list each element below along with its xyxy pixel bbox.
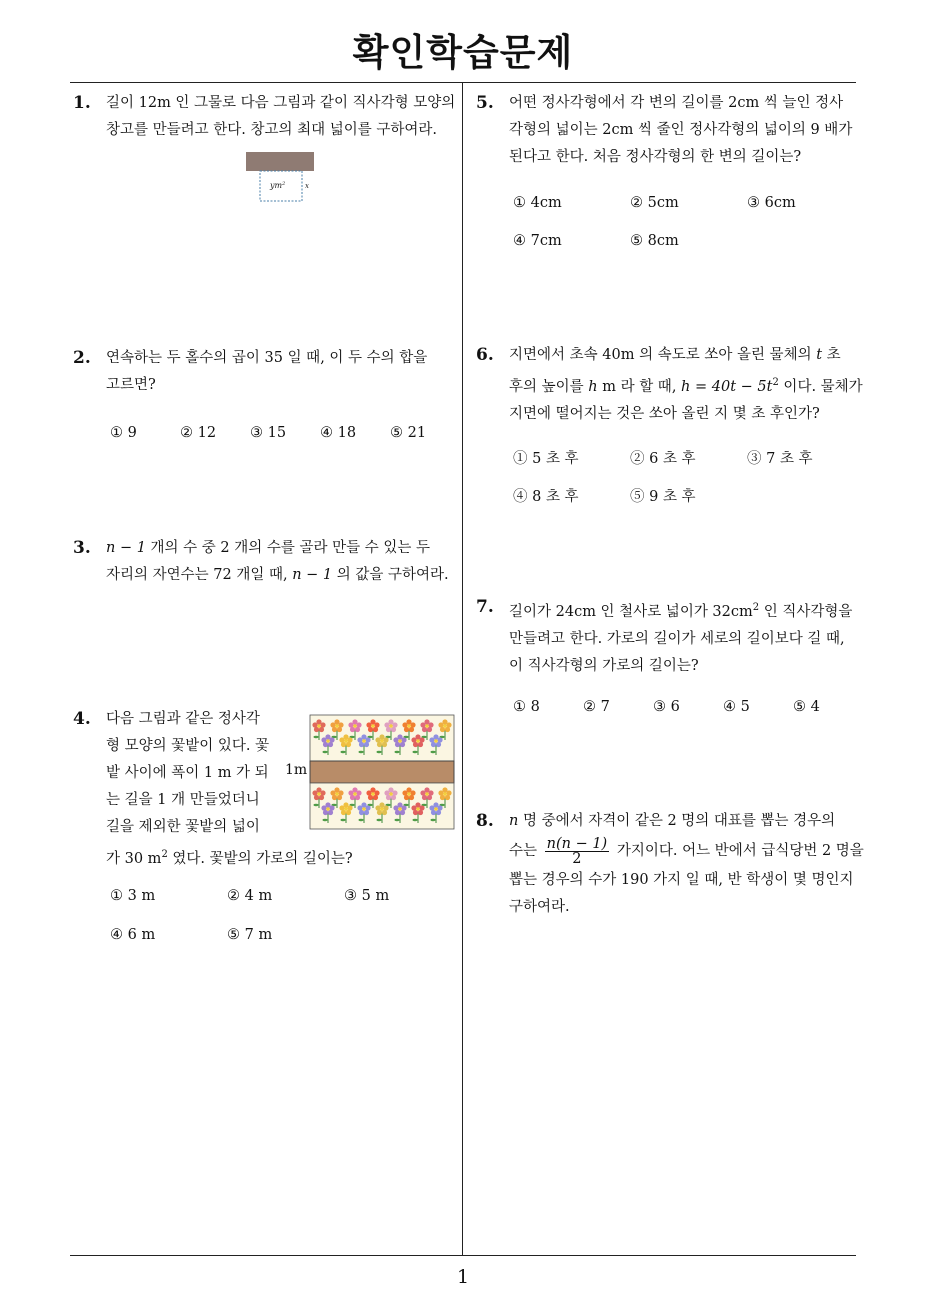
option[interactable]: ② 12 xyxy=(180,425,217,441)
question-number: 7. xyxy=(476,597,494,617)
garden-figure xyxy=(309,714,455,830)
option[interactable]: ⑤ 21 xyxy=(390,425,427,441)
option[interactable]: ③ 7 초 후 xyxy=(747,451,813,467)
text-line: 후의 높이를 h m 라 할 때, $h = 40t - 5t^2$ 이다. 물체가 xyxy=(509,377,863,395)
text-line: 지면에서 초속 40m 의 속도로 쏘아 올린 물체의 t 초 xyxy=(509,347,841,363)
page-number: 1 xyxy=(456,1266,470,1288)
text-line: 지면에 떨어지는 것은 쏘아 올린 지 몇 초 후인가? xyxy=(509,405,820,422)
text-line: 이 직사각형의 가로의 길이는? xyxy=(509,657,699,674)
column-divider xyxy=(462,83,463,1255)
math-equation: h = 40t − 5t xyxy=(681,378,773,395)
option[interactable]: ⑤ 9 초 후 xyxy=(630,489,696,505)
path-width-label: 1m xyxy=(285,762,308,778)
option[interactable]: ① 3 m xyxy=(110,888,156,904)
option[interactable]: ② 4 m xyxy=(227,888,273,904)
option[interactable]: ③ 6cm xyxy=(747,195,796,211)
option[interactable]: ④ 6 m xyxy=(110,927,156,943)
question-number: 2. xyxy=(73,348,91,368)
side-label: x xyxy=(305,182,309,190)
question-text xyxy=(106,345,427,399)
area-label: $ym^2$ xyxy=(270,181,286,190)
option[interactable]: ① 8 xyxy=(513,699,540,715)
text-line: 수는 $\frac{n(n - 1)}{2}$ 가지이다. 어느 반에서 급식당번 2 명을 xyxy=(509,835,864,867)
option[interactable]: ① 4cm xyxy=(513,195,562,211)
text-line: 연속하는 두 홀수의 곱이 35 일 때, 이 두 수의 합을 xyxy=(106,350,428,366)
text-line: 가 30 $m^2$ 였다. 꽃밭의 가로의 길이는? xyxy=(106,849,353,867)
option[interactable]: ④ 5 xyxy=(723,699,750,715)
question-number: 4. xyxy=(73,709,91,729)
text-line: 만들려고 한다. 가로의 길이가 세로의 길이보다 길 때, xyxy=(509,630,845,647)
text-line: 길이가 24cm 인 철사로 넓이가 $32cm^2$ 인 직사각형을 xyxy=(509,602,853,620)
option[interactable]: ④ 7cm xyxy=(513,233,562,249)
option[interactable]: ③ 6 xyxy=(653,699,680,715)
option[interactable]: ① 9 xyxy=(110,425,137,441)
text-line: 는 길을 1 개 만들었더니 xyxy=(106,792,260,808)
bottom-rule xyxy=(70,1255,856,1256)
text-line: 뽑는 경우의 수가 190 가지 일 때, 반 학생이 몇 명인지 xyxy=(509,872,854,888)
fraction: $\frac{n(n - 1)}{2}$ xyxy=(546,835,608,867)
text-line: 자리의 자연수는 72 개일 때, n − 1 의 값을 구하여라. xyxy=(106,567,449,583)
question-number: 5. xyxy=(476,93,494,113)
option[interactable]: ⑤ 8cm xyxy=(630,233,679,249)
text-line: 고르면? xyxy=(106,377,156,393)
text-line: n − 1 개의 수 중 2 개의 수를 골라 만들 수 있는 두 xyxy=(106,540,430,556)
question-number: 3. xyxy=(73,538,91,558)
text-line: 형 모양의 꽃밭이 있다. 꽃 xyxy=(106,738,270,754)
option[interactable]: ② 5cm xyxy=(630,195,679,211)
page-title: 확인학습문제 xyxy=(352,31,574,74)
math-var: h xyxy=(588,378,598,395)
option[interactable]: ⑤ 4 xyxy=(793,699,820,715)
text-line: 다음 그림과 같은 정사각 xyxy=(106,711,260,727)
option[interactable]: ① 5 초 후 xyxy=(513,451,579,467)
wall xyxy=(246,152,314,171)
question-text xyxy=(509,342,863,428)
option[interactable]: ③ 15 xyxy=(250,425,287,441)
text-line: 각형의 넓이는 2cm 씩 줄인 정사각형의 넓이의 9 배가 xyxy=(509,122,853,138)
warehouse-figure xyxy=(244,150,316,206)
question-number: 8. xyxy=(476,811,494,831)
question-text xyxy=(509,808,864,921)
option[interactable]: ② 7 xyxy=(583,699,610,715)
text-line: 길을 제외한 꽃밭의 넓이 xyxy=(106,819,260,835)
math-var: t xyxy=(816,347,823,363)
text-line: 어떤 정사각형에서 각 변의 길이를 2cm 씩 늘인 정사 xyxy=(509,95,844,111)
top-rule xyxy=(70,82,856,83)
text-line: 창고를 만들려고 한다. 창고의 최대 넓이를 구하여라. xyxy=(106,122,438,138)
text-line: 길이 12m 인 그물로 다음 그림과 같이 직사각형 모양의 xyxy=(106,95,456,111)
garden-path xyxy=(310,761,454,783)
question-text xyxy=(106,535,449,589)
text-line: 된다고 한다. 처음 정사각형의 한 변의 길이는? xyxy=(509,149,802,165)
question-text xyxy=(106,90,455,144)
option[interactable]: ④ 8 초 후 xyxy=(513,489,579,505)
option[interactable]: ④ 18 xyxy=(320,425,357,441)
math-var: n − 1 xyxy=(106,540,146,556)
question-text xyxy=(509,594,852,680)
question-number: 6. xyxy=(476,345,494,365)
math-var: n xyxy=(509,813,519,829)
math-var: n − 1 xyxy=(292,567,333,583)
text-line: 밭 사이에 폭이 1 m 가 되 xyxy=(106,765,269,781)
option[interactable]: ② 6 초 후 xyxy=(630,451,696,467)
question-number: 1. xyxy=(73,93,91,113)
text-line: 구하여라. xyxy=(509,899,570,915)
option[interactable]: ③ 5 m xyxy=(344,888,390,904)
option[interactable]: ⑤ 7 m xyxy=(227,927,273,943)
text-line: n 명 중에서 자격이 같은 2 명의 대표를 뽑는 경우의 xyxy=(509,813,836,829)
question-text xyxy=(509,90,852,171)
